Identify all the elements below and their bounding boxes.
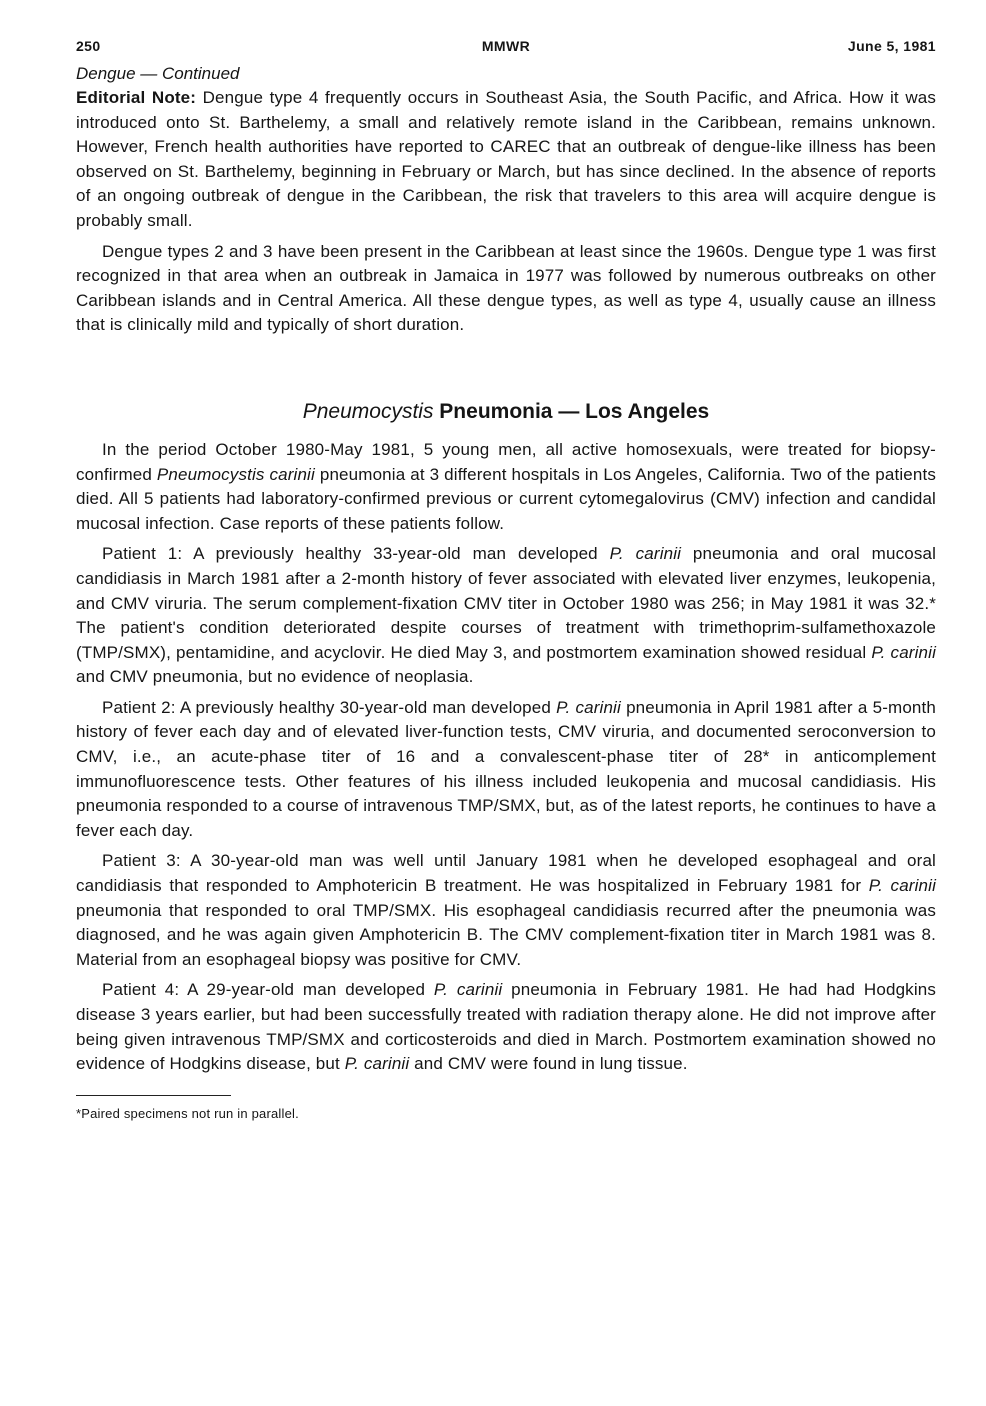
- dengue-paragraph-2: Dengue types 2 and 3 have been present in the Caribbean at least since the 1960s. Dengue type 1 was first recognized in that area when an outbreak in Jamaica in 1977 was followed by numerous outbreaks on other Caribbean islands and in Central America. All these dengue types, as well as type 4, usually cause an illness that is clinically mild and typically of short duration.: [76, 241, 936, 335]
- intro-paragraph: [76, 438, 936, 536]
- patient-1-paragraph: [76, 542, 936, 690]
- editorial-note-paragraph: [76, 86, 936, 234]
- footnote: *Paired specimens not run in parallel.: [76, 1105, 299, 1121]
- editorial-note-label: Editorial Note:: [76, 88, 197, 107]
- intro-text-b: pneumonia at 3 different hospitals in Los Angeles, California. Two of the patients died. All 5 patients had laboratory-confirmed previous or current cytomegalovirus (CMV) infection and candidal mucosal infection. Case reports of these patients follow.: [76, 464, 936, 533]
- patient-3-species: P. carinii: [868, 876, 936, 896]
- journal-name: MMWR: [481, 38, 531, 54]
- patient-1-species-2: P. carinii: [871, 642, 936, 662]
- continued-label: Dengue — Continued: [76, 64, 240, 83]
- article-title-italic: Pneumocystis: [302, 399, 434, 423]
- editorial-note-text: Dengue type 4 frequently occurs in Southeast Asia, the South Pacific, and Africa. How it was introduced onto St. Barthelemy, a small and relatively remote island in the Caribbean, remains unknown. However, French health authorities have reported to CAREC that an outbreak of dengue-like illness has been observed on St. Barthelemy, beginning in February or March, but has since declined. In the absence of reports of an ongoing outbreak of dengue in the Caribbean, the risk that travelers to this area will acquire dengue is probably small.: [76, 88, 936, 230]
- intro-text-a: In the period October 1980-May 1981, 5 young men, all active homosexuals, were treated for biopsy-confirmed: [76, 439, 936, 484]
- patient-1-text-a: Patient 1: A previously healthy 33-year-old man developed: [102, 544, 610, 564]
- patient-4-text-c: and CMV were found in lung tissue.: [409, 1054, 688, 1074]
- patient-2-species: P. carinii: [556, 697, 621, 717]
- patient-2-paragraph: [76, 696, 936, 844]
- intro-species-name: Pneumocystis carinii: [156, 464, 315, 484]
- patient-4-paragraph: [76, 978, 936, 1076]
- patient-4-text-b: pneumonia in February 1981. He had had Hodgkins disease 3 years earlier, but had been successfully treated with radiation therapy alone. He did not improve after being given intravenous TMP/SMX and corticosteroids and died in March. Postmortem examination showed no evidence of Hodgkins disease, but: [76, 980, 937, 1074]
- patient-4-species-1: P. carinii: [433, 980, 503, 1000]
- patient-1-text-b: pneumonia and oral mucosal candidiasis in March 1981 after a 2-month history of fever associated with elevated liver enzymes, leukopenia, and CMV viruria. The serum complement-fixation CMV titer in October 1980 was 256; in May 1981 it was 32.* The patient's condition deteriorated despite courses of treatment with trimethoprim-sulfamethoxazole (TMP/SMX), pentamidine, and acyclovir. He died May 3, and postmortem examination showed residual: [76, 544, 937, 662]
- patient-2-text-b: pneumonia in April 1981 after a 5-month history of fever each day and of elevated liver-function tests, CMV viruria, and documented seroconversion to CMV, i.e., an acute-phase titer of 16 and a convalescent-phase titer of 28* in anticomplement immunofluorescence tests. Other features of his illness included leukopenia and mucosal candidiasis. His pneumonia responded to a course of intravenous TMP/SMX, but, as of the latest reports, he continues to have a fever each day.: [76, 697, 937, 840]
- page-number: 250: [76, 38, 101, 54]
- patient-4-species-2: P. carinii: [344, 1054, 410, 1074]
- document-page: [76, 38, 936, 1121]
- patient-3-paragraph: [76, 849, 936, 972]
- article-title-rest: Pneumonia — Los Angeles: [433, 399, 710, 423]
- patient-4-text-a: Patient 4: A 29-year-old man developed: [102, 980, 434, 1000]
- page-header: [76, 38, 936, 60]
- patient-3-text-a: Patient 3: A 30-year-old man was well until January 1981 when he developed esophageal and oral candidiasis that responded to Amphotericin B treatment. He was hospitalized in February 1981 for: [76, 851, 936, 896]
- article-title: [76, 400, 936, 424]
- patient-3-text-b: pneumonia that responded to oral TMP/SMX. His esophageal candidiasis recurred after the pneumonia was diagnosed, and he was again given Amphotericin B. The CMV complement-fixation titer in March 1981 was 8. Material from an esophageal biopsy was positive for CMV.: [76, 900, 936, 969]
- patient-1-text-c: and CMV pneumonia, but no evidence of neoplasia.: [76, 667, 474, 687]
- patient-2-text-a: Patient 2: A previously healthy 30-year-old man developed: [102, 697, 557, 717]
- patient-1-species-1: P. carinii: [609, 544, 682, 564]
- footnote-rule: [76, 1095, 231, 1096]
- issue-date: June 5, 1981: [847, 38, 936, 54]
